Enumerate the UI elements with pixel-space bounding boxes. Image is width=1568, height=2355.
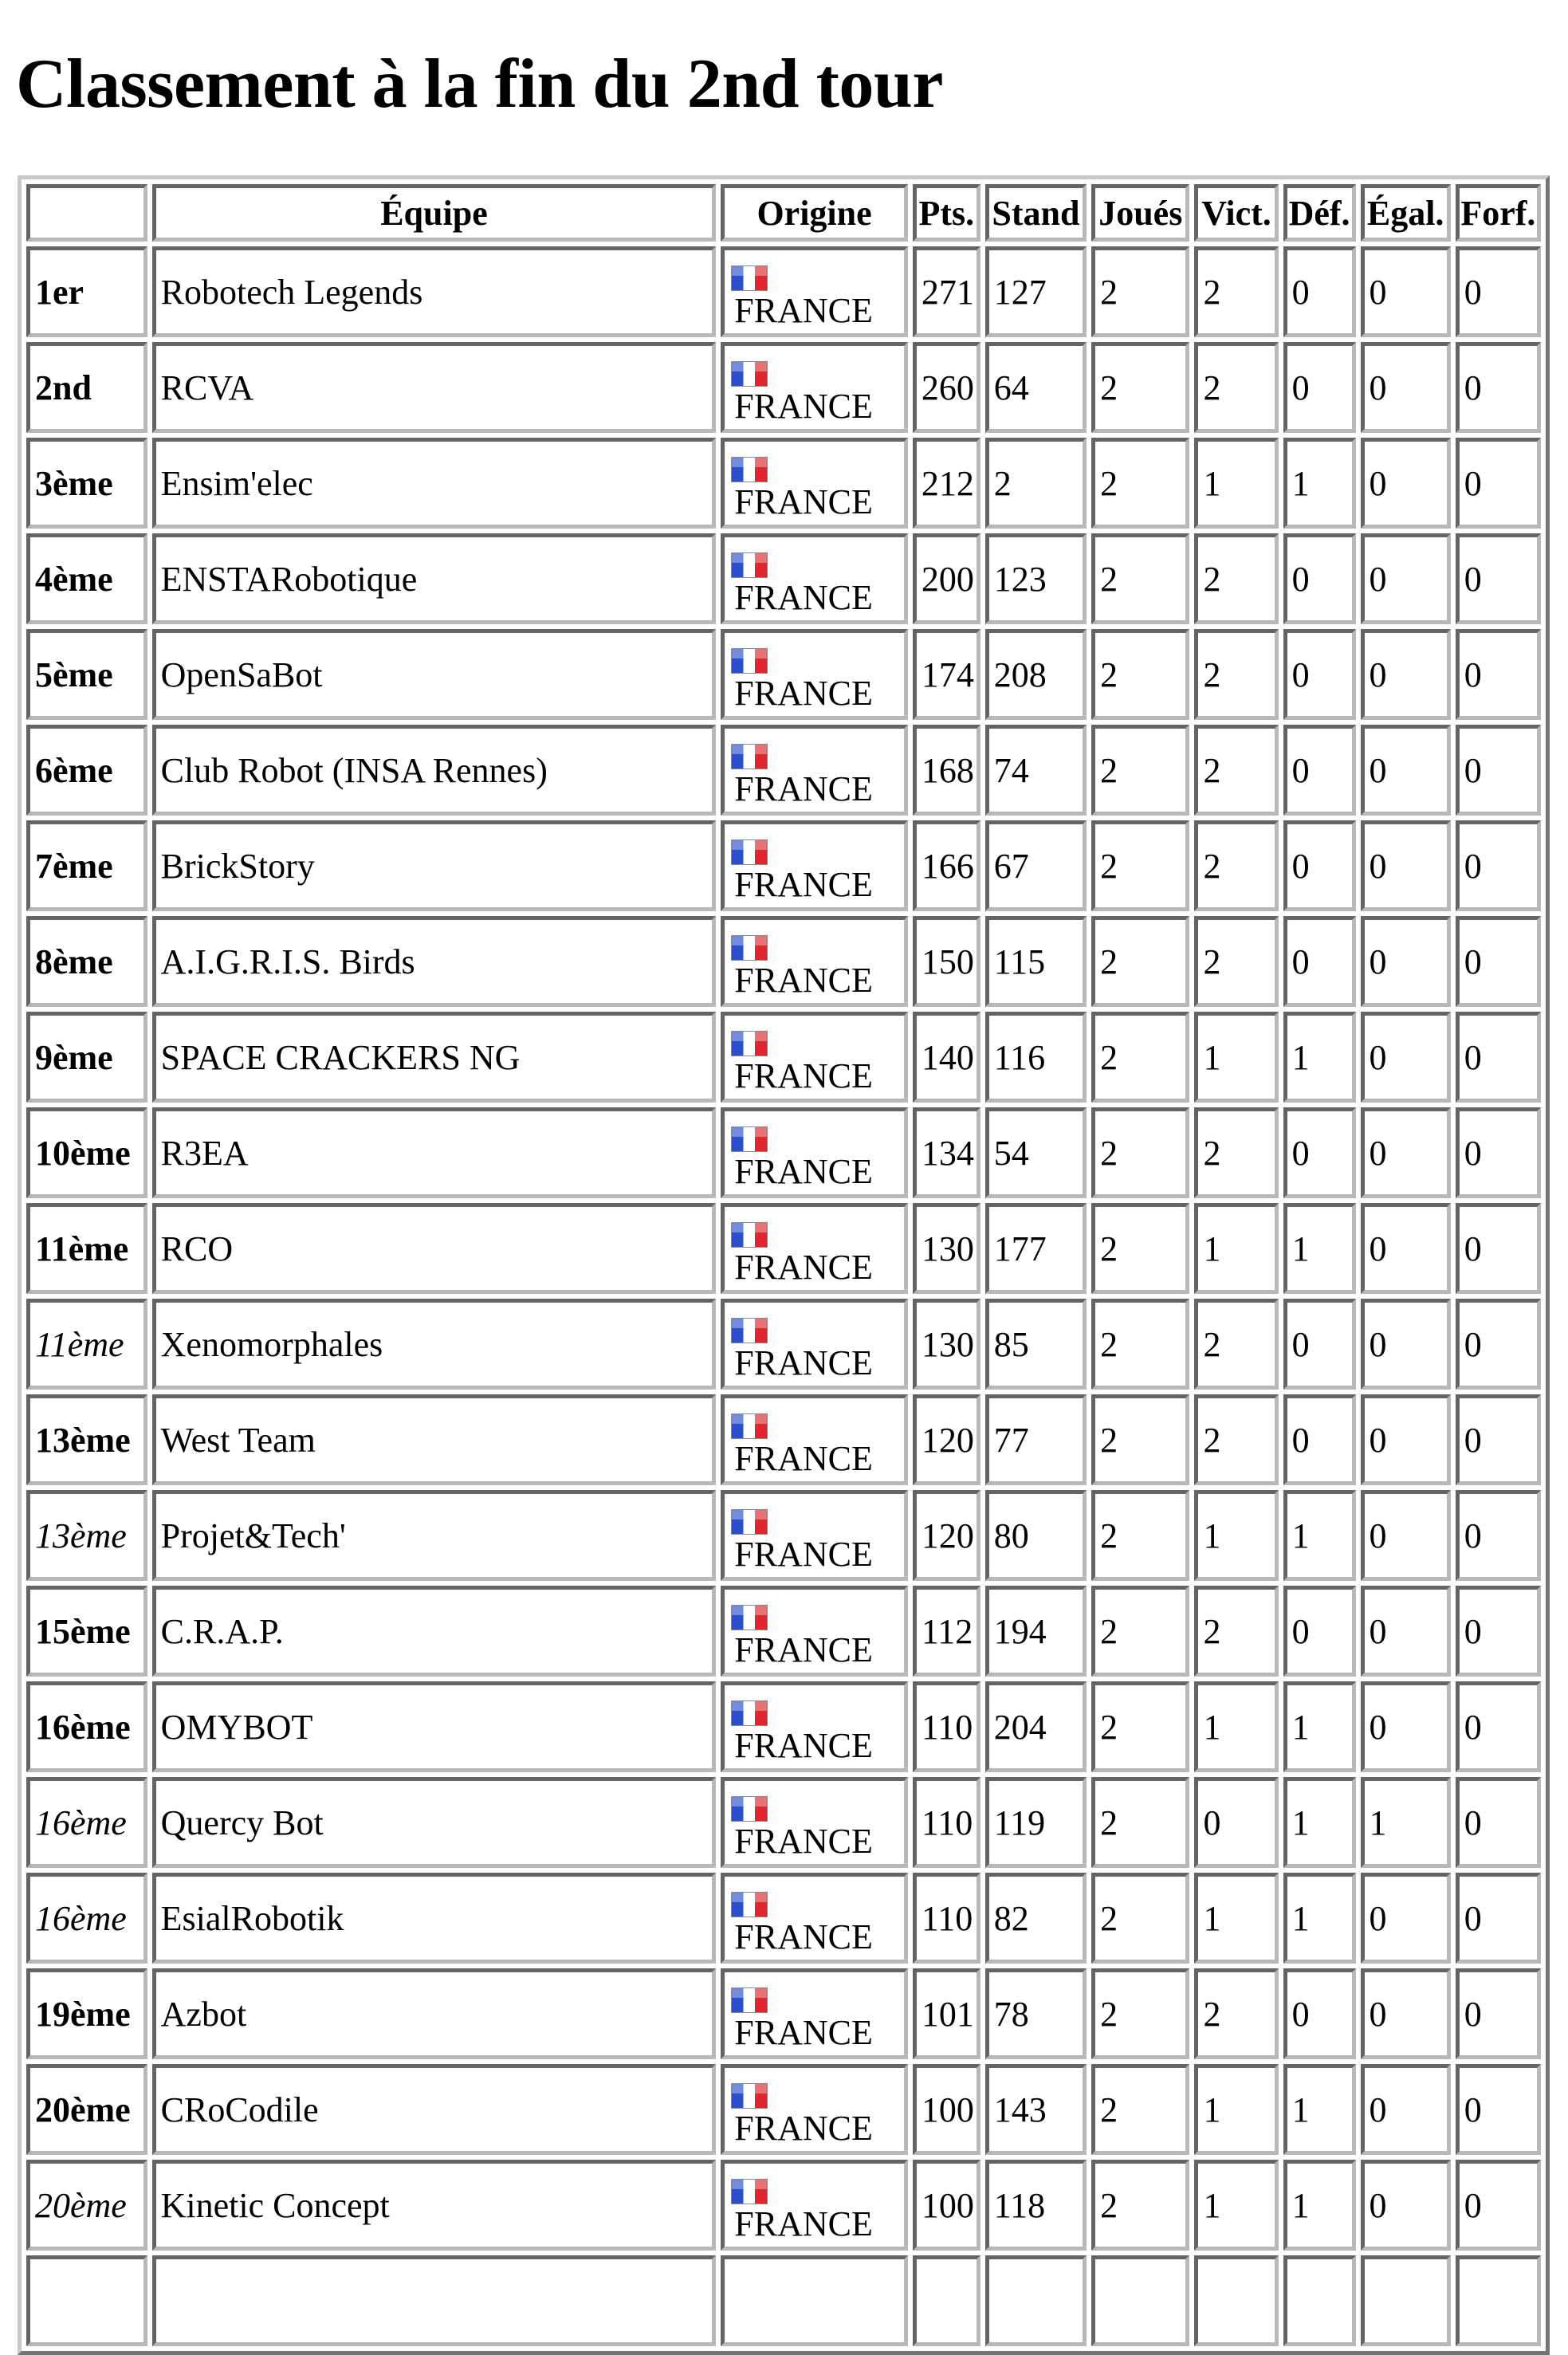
losses-cell: 0 [1283,342,1356,433]
forfeits-cell: 0 [1456,820,1541,911]
country-label: FRANCE [734,1152,873,1191]
played-cell: 2 [1091,1490,1189,1581]
rank-cell: 10ème [26,1107,147,1198]
stand-cell: 74 [985,725,1087,816]
draws-cell: 0 [1361,820,1451,911]
wins-cell: 2 [1194,725,1278,816]
country-label: FRANCE [734,2013,873,2052]
wins-cell: 1 [1194,1873,1278,1964]
rank-cell: 15ème [26,1586,147,1677]
origin-cell [721,1203,908,1294]
losses-cell: 0 [1283,1394,1356,1485]
country-label: FRANCE [734,1917,873,1956]
points-cell: 110 [913,1681,980,1772]
header-origin: Origine [721,184,908,242]
country-label: FRANCE [734,482,873,521]
points-cell: 100 [913,2160,980,2251]
origin-cell [721,533,908,624]
table-row [26,1873,1541,1964]
played-cell: 2 [1091,1777,1189,1868]
origin-cell [721,2160,908,2251]
origin-cell [721,629,908,720]
stand-cell: 119 [985,1777,1087,1868]
france-flag-icon [731,935,768,961]
country-label: FRANCE [734,2109,873,2148]
stand-cell: 115 [985,916,1087,1007]
draws-cell: 1 [1361,1777,1451,1868]
france-flag-icon [731,1700,768,1726]
points-cell: 271 [913,246,980,337]
wins-cell: 2 [1194,246,1278,337]
losses-cell: 1 [1283,2160,1356,2251]
france-flag-icon [731,265,768,291]
stand-cell: 64 [985,342,1087,433]
header-losses: Déf. [1283,184,1356,242]
country-label: FRANCE [734,1726,873,1765]
points-cell [913,2255,980,2346]
france-flag-icon [731,744,768,769]
stand-cell: 82 [985,1873,1087,1964]
table-row [26,1394,1541,1485]
draws-cell: 0 [1361,1012,1451,1103]
played-cell: 2 [1091,246,1189,337]
wins-cell: 2 [1194,342,1278,433]
origin-cell [721,820,908,911]
points-cell: 100 [913,2064,980,2155]
france-flag-icon [731,2179,768,2204]
rank-cell: 7ème [26,820,147,911]
france-flag-icon [731,361,768,387]
origin-cell [721,725,908,816]
stand-cell [985,2255,1087,2346]
wins-cell: 2 [1194,1394,1278,1485]
draws-cell: 0 [1361,246,1451,337]
losses-cell: 1 [1283,438,1356,529]
team-name-cell: RCO [152,1203,717,1294]
losses-cell: 1 [1283,1681,1356,1772]
team-name-cell: C.R.A.P. [152,1586,717,1677]
forfeits-cell: 0 [1456,1012,1541,1103]
played-cell: 2 [1091,629,1189,720]
origin-cell [721,1012,908,1103]
forfeits-cell: 0 [1456,533,1541,624]
draws-cell: 0 [1361,438,1451,529]
country-label: FRANCE [734,1630,873,1669]
france-flag-icon [731,648,768,674]
table-row [26,246,1541,337]
rank-cell: 4ème [26,533,147,624]
header-played: Joués [1091,184,1189,242]
origin-cell [721,1968,908,2059]
wins-cell: 1 [1194,1681,1278,1772]
team-name-cell: OpenSaBot [152,629,717,720]
losses-cell: 0 [1283,820,1356,911]
rank-cell: 16ème [26,1873,147,1964]
points-cell: 150 [913,916,980,1007]
draws-cell: 0 [1361,1394,1451,1485]
stand-cell: 177 [985,1203,1087,1294]
header-forfeits: Forf. [1456,184,1541,242]
draws-cell: 0 [1361,2064,1451,2155]
forfeits-cell: 0 [1456,725,1541,816]
country-label: FRANCE [734,1535,873,1574]
france-flag-icon [731,1892,768,1917]
stand-cell: 143 [985,2064,1087,2155]
table-row [26,1490,1541,1581]
country-label: FRANCE [734,387,873,426]
country-label: FRANCE [734,865,873,904]
draws-cell: 0 [1361,1873,1451,1964]
table-row [26,820,1541,911]
table-row [26,2064,1541,2155]
losses-cell: 1 [1283,1490,1356,1581]
points-cell: 120 [913,1490,980,1581]
played-cell: 2 [1091,820,1189,911]
stand-cell: 2 [985,438,1087,529]
rank-cell [26,2255,147,2346]
rank-cell: 8ème [26,916,147,1007]
country-label: FRANCE [734,578,873,617]
losses-cell [1283,2255,1356,2346]
draws-cell: 0 [1361,342,1451,433]
country-label: FRANCE [734,2204,873,2243]
table-row [26,533,1541,624]
team-name-cell: West Team [152,1394,717,1485]
team-name-cell: OMYBOT [152,1681,717,1772]
forfeits-cell: 0 [1456,1490,1541,1581]
origin-cell [721,1107,908,1198]
played-cell: 2 [1091,342,1189,433]
stand-cell: 80 [985,1490,1087,1581]
origin-cell [721,1299,908,1390]
wins-cell: 1 [1194,1203,1278,1294]
table-row [26,342,1541,433]
wins-cell: 2 [1194,1299,1278,1390]
wins-cell: 2 [1194,916,1278,1007]
table-row [26,725,1541,816]
team-name-cell: CRoCodile [152,2064,717,2155]
draws-cell: 0 [1361,1490,1451,1581]
wins-cell: 0 [1194,1777,1278,1868]
table-row [26,1681,1541,1772]
country-label: FRANCE [734,674,873,713]
team-name-cell: A.I.G.R.I.S. Birds [152,916,717,1007]
losses-cell: 0 [1283,1586,1356,1677]
stand-cell: 85 [985,1299,1087,1390]
played-cell: 2 [1091,2064,1189,2155]
losses-cell: 0 [1283,533,1356,624]
forfeits-cell: 0 [1456,1681,1541,1772]
country-label: FRANCE [734,1056,873,1095]
france-flag-icon [731,1987,768,2013]
rank-cell: 19ème [26,1968,147,2059]
played-cell: 2 [1091,1968,1189,2059]
draws-cell: 0 [1361,1107,1451,1198]
team-name-cell: Ensim'elec [152,438,717,529]
country-label: FRANCE [734,1439,873,1478]
france-flag-icon [731,1031,768,1056]
origin-cell [721,246,908,337]
rank-cell: 16ème [26,1681,147,1772]
stand-cell: 54 [985,1107,1087,1198]
stand-cell: 116 [985,1012,1087,1103]
origin-cell [721,1777,908,1868]
played-cell: 2 [1091,1107,1189,1198]
country-label: FRANCE [734,1822,873,1861]
draws-cell [1361,2255,1451,2346]
forfeits-cell: 0 [1456,629,1541,720]
table-row [26,1586,1541,1677]
wins-cell: 1 [1194,1490,1278,1581]
played-cell: 2 [1091,916,1189,1007]
played-cell: 2 [1091,725,1189,816]
wins-cell: 2 [1194,1107,1278,1198]
forfeits-cell: 0 [1456,1586,1541,1677]
table-row [26,438,1541,529]
origin-cell [721,1586,908,1677]
forfeits-cell: 0 [1456,1777,1541,1868]
stand-cell: 78 [985,1968,1087,2059]
rank-cell: 1er [26,246,147,337]
losses-cell: 0 [1283,246,1356,337]
wins-cell: 2 [1194,629,1278,720]
ranking-body [26,246,1541,2346]
forfeits-cell: 0 [1456,916,1541,1007]
team-name-cell: R3EA [152,1107,717,1198]
losses-cell: 1 [1283,1012,1356,1103]
draws-cell: 0 [1361,725,1451,816]
team-name-cell: ENSTARobotique [152,533,717,624]
team-name-cell: Kinetic Concept [152,2160,717,2251]
stand-cell: 208 [985,629,1087,720]
rank-cell: 16ème [26,1777,147,1868]
points-cell: 166 [913,820,980,911]
header-team: Équipe [152,184,717,242]
points-cell: 130 [913,1299,980,1390]
losses-cell: 0 [1283,725,1356,816]
played-cell: 2 [1091,533,1189,624]
stand-cell: 204 [985,1681,1087,1772]
stand-cell: 123 [985,533,1087,624]
origin-cell [721,1490,908,1581]
points-cell: 112 [913,1586,980,1677]
rank-cell: 6ème [26,725,147,816]
losses-cell: 0 [1283,1299,1356,1390]
table-row [26,2160,1541,2251]
wins-cell: 1 [1194,438,1278,529]
losses-cell: 1 [1283,2064,1356,2155]
team-name-cell: Projet&Tech' [152,1490,717,1581]
rank-cell: 20ème [26,2160,147,2251]
played-cell: 2 [1091,438,1189,529]
team-name-cell: BrickStory [152,820,717,911]
header-stand: Stand [985,184,1087,242]
table-row [26,1203,1541,1294]
table-row [26,1777,1541,1868]
wins-cell: 1 [1194,2160,1278,2251]
table-row [26,916,1541,1007]
france-flag-icon [731,839,768,865]
rank-cell: 3ème [26,438,147,529]
rank-cell: 2nd [26,342,147,433]
draws-cell: 0 [1361,1203,1451,1294]
team-name-cell [152,2255,717,2346]
france-flag-icon [731,1605,768,1630]
origin-cell [721,2255,908,2346]
stand-cell: 194 [985,1586,1087,1677]
rank-cell: 9ème [26,1012,147,1103]
france-flag-icon [731,457,768,482]
team-name-cell: SPACE CRACKERS NG [152,1012,717,1103]
header-row [26,184,1541,242]
draws-cell: 0 [1361,1586,1451,1677]
forfeits-cell: 0 [1456,1873,1541,1964]
losses-cell: 0 [1283,629,1356,720]
wins-cell: 2 [1194,1586,1278,1677]
wins-cell: 1 [1194,1012,1278,1103]
points-cell: 110 [913,1873,980,1964]
forfeits-cell: 0 [1456,342,1541,433]
points-cell: 134 [913,1107,980,1198]
forfeits-cell: 0 [1456,2160,1541,2251]
team-name-cell: Robotech Legends [152,246,717,337]
rank-cell: 20ème [26,2064,147,2155]
wins-cell: 2 [1194,1968,1278,2059]
points-cell: 212 [913,438,980,529]
forfeits-cell [1456,2255,1541,2346]
origin-cell [721,2064,908,2155]
draws-cell: 0 [1361,2160,1451,2251]
page-title: Classement à la fin du 2nd tour [16,45,943,123]
played-cell: 2 [1091,1203,1189,1294]
france-flag-icon [731,2083,768,2109]
losses-cell: 1 [1283,1203,1356,1294]
draws-cell: 0 [1361,1681,1451,1772]
stand-cell: 127 [985,246,1087,337]
table-row [26,1012,1541,1103]
forfeits-cell: 0 [1456,1203,1541,1294]
played-cell [1091,2255,1189,2346]
ranking-table [18,175,1550,2355]
table-row [26,1299,1541,1390]
forfeits-cell: 0 [1456,1394,1541,1485]
france-flag-icon [731,1413,768,1439]
country-label: FRANCE [734,1343,873,1382]
wins-cell: 2 [1194,820,1278,911]
rank-cell: 5ème [26,629,147,720]
points-cell: 174 [913,629,980,720]
stand-cell: 77 [985,1394,1087,1485]
played-cell: 2 [1091,1394,1189,1485]
header-draws: Égal. [1361,184,1451,242]
wins-cell [1194,2255,1278,2346]
stand-cell: 118 [985,2160,1087,2251]
points-cell: 140 [913,1012,980,1103]
forfeits-cell: 0 [1456,1107,1541,1198]
losses-cell: 1 [1283,1873,1356,1964]
table-row [26,2255,1541,2346]
france-flag-icon [731,1509,768,1535]
team-name-cell: Azbot [152,1968,717,2059]
origin-cell [721,438,908,529]
forfeits-cell: 0 [1456,246,1541,337]
points-cell: 200 [913,533,980,624]
rank-cell: 11ème [26,1203,147,1294]
origin-cell [721,916,908,1007]
table-row [26,1968,1541,2059]
stand-cell: 67 [985,820,1087,911]
wins-cell: 1 [1194,2064,1278,2155]
points-cell: 168 [913,725,980,816]
country-label: FRANCE [734,291,873,330]
france-flag-icon [731,1126,768,1152]
forfeits-cell: 0 [1456,1968,1541,2059]
played-cell: 2 [1091,2160,1189,2251]
draws-cell: 0 [1361,916,1451,1007]
losses-cell: 0 [1283,1968,1356,2059]
rank-cell: 13ème [26,1490,147,1581]
points-cell: 120 [913,1394,980,1485]
country-label: FRANCE [734,769,873,808]
header-rank [26,184,147,242]
points-cell: 260 [913,342,980,433]
played-cell: 2 [1091,1873,1189,1964]
points-cell: 130 [913,1203,980,1294]
france-flag-icon [731,1222,768,1248]
forfeits-cell: 0 [1456,2064,1541,2155]
draws-cell: 0 [1361,1299,1451,1390]
played-cell: 2 [1091,1012,1189,1103]
played-cell: 2 [1091,1681,1189,1772]
origin-cell [721,1681,908,1772]
rank-cell: 11ème [26,1299,147,1390]
points-cell: 101 [913,1968,980,2059]
team-name-cell: Club Robot (INSA Rennes) [152,725,717,816]
losses-cell: 0 [1283,916,1356,1007]
table-row [26,1107,1541,1198]
team-name-cell: Xenomorphales [152,1299,717,1390]
rank-cell: 13ème [26,1394,147,1485]
origin-cell [721,342,908,433]
france-flag-icon [731,552,768,578]
origin-cell [721,1394,908,1485]
table-row [26,629,1541,720]
forfeits-cell: 0 [1456,438,1541,529]
header-wins: Vict. [1194,184,1278,242]
header-points: Pts. [913,184,980,242]
wins-cell: 2 [1194,533,1278,624]
origin-cell [721,1873,908,1964]
forfeits-cell: 0 [1456,1299,1541,1390]
france-flag-icon [731,1796,768,1822]
draws-cell: 0 [1361,533,1451,624]
draws-cell: 0 [1361,629,1451,720]
country-label: FRANCE [734,961,873,1000]
team-name-cell: Quercy Bot [152,1777,717,1868]
played-cell: 2 [1091,1586,1189,1677]
points-cell: 110 [913,1777,980,1868]
country-label: FRANCE [734,1248,873,1287]
losses-cell: 0 [1283,1107,1356,1198]
france-flag-icon [731,1318,768,1343]
team-name-cell: EsialRobotik [152,1873,717,1964]
losses-cell: 1 [1283,1777,1356,1868]
team-name-cell: RCVA [152,342,717,433]
played-cell: 2 [1091,1299,1189,1390]
draws-cell: 0 [1361,1968,1451,2059]
